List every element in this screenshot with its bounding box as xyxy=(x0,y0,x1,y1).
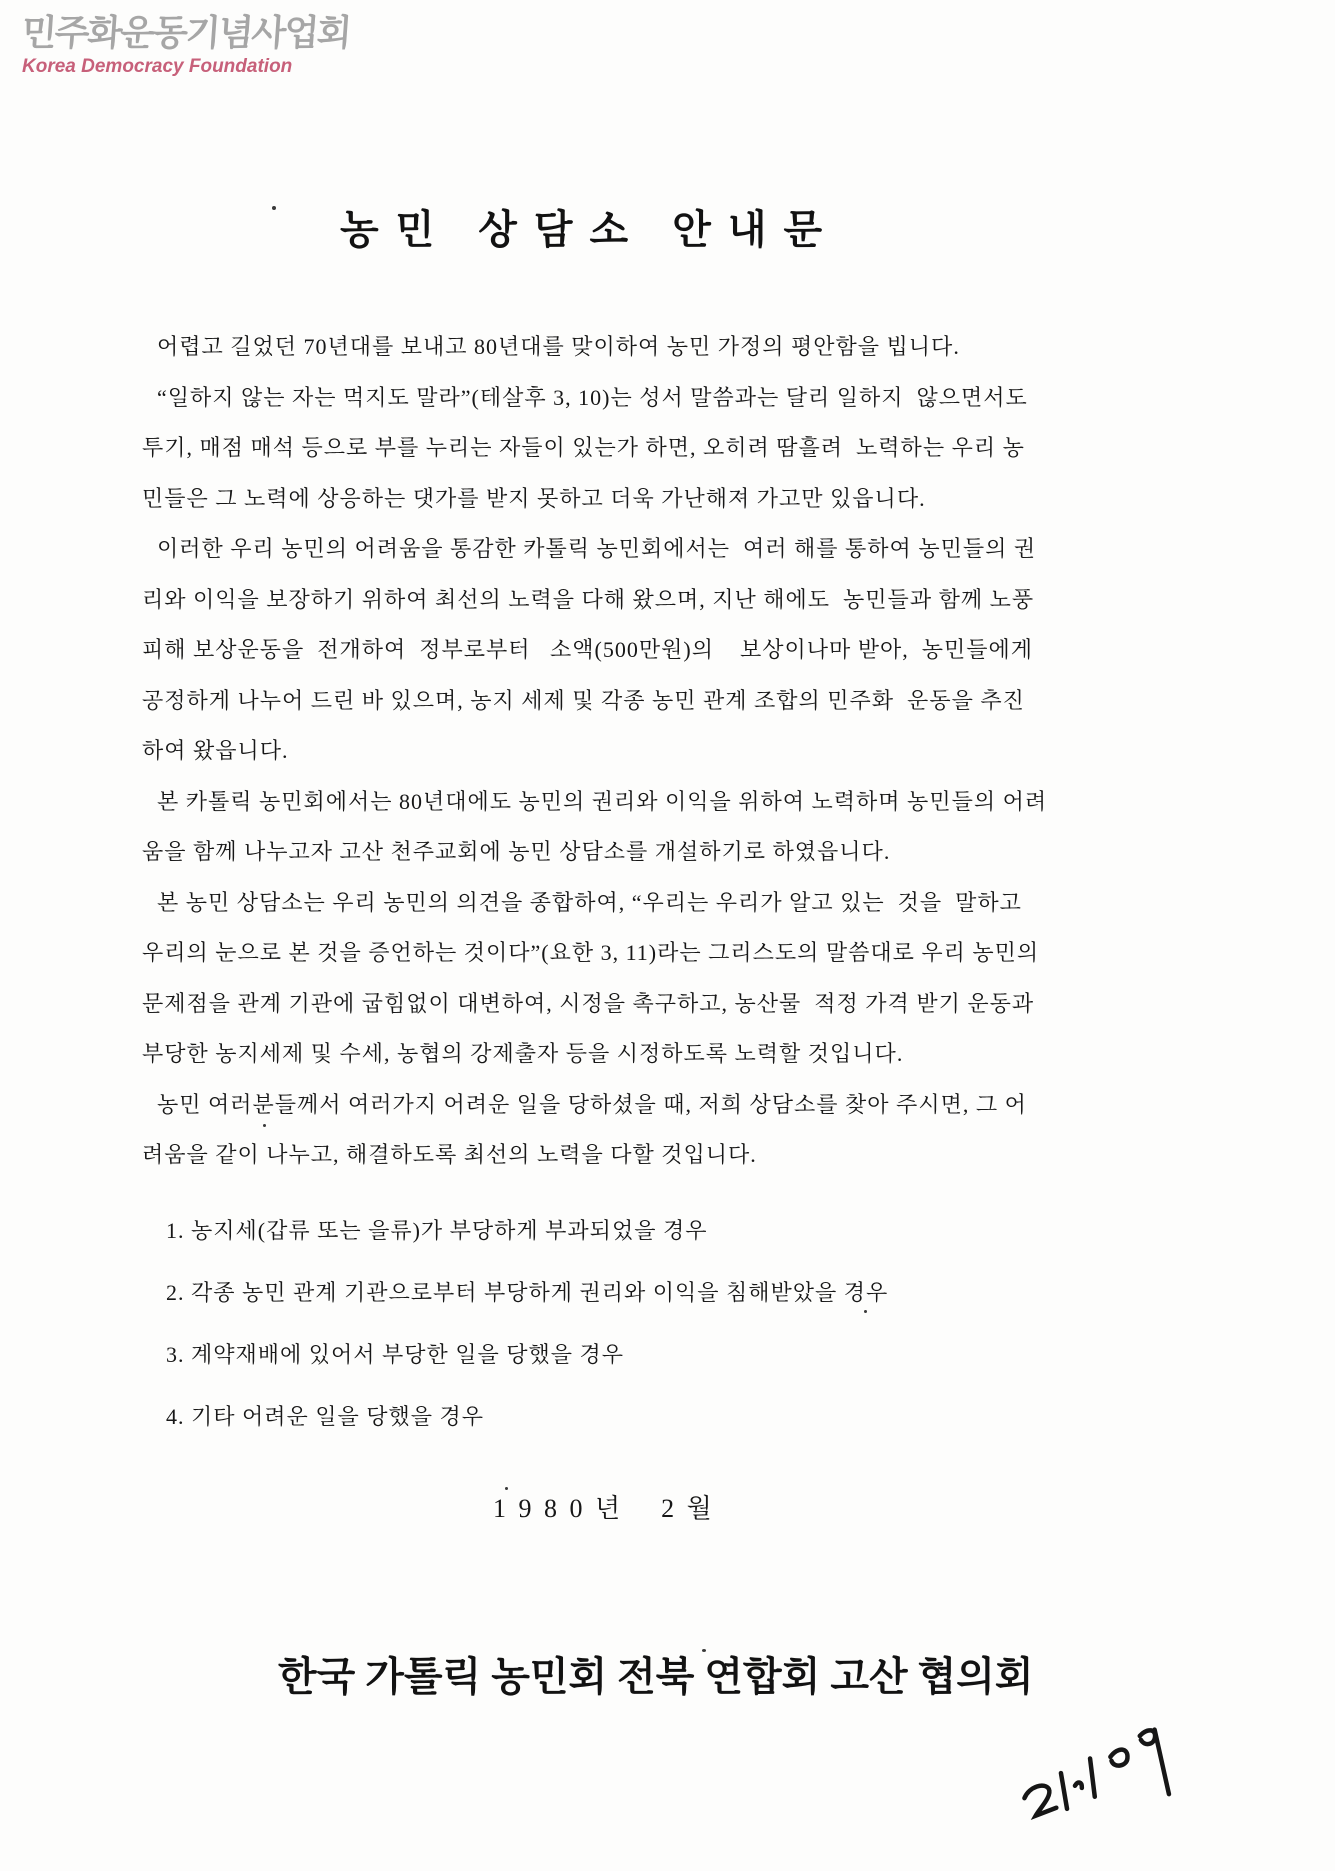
body-line: 우리의 눈으로 본 것을 증언하는 것이다”(요한 3, 11)라는 그리스도의 말씀대로 우리 농민의 xyxy=(142,940,1040,965)
korea-democracy-foundation-logo xyxy=(22,12,350,78)
logo-korean-calligraphy: 민주화운동기념사업회 xyxy=(20,12,352,54)
body-line: 이러한 우리 농민의 어려움을 통감한 카톨릭 농민회에서는 여러 해를 통하여 농민들의 권 xyxy=(157,536,1037,561)
body-line: 농민 여러분들께서 여러가지 어려운 일을 당하셨을 때, 저희 상담소를 찾아 주시면, 그 어 xyxy=(157,1091,1027,1117)
body-line: 본 농민 상담소는 우리 농민의 의견을 종합하여, “우리는 우리가 알고 있는 것을 말하고 xyxy=(157,889,1022,915)
case-item-3: 3. 계약재배에 있어서 부당한 일을 당했을 경우 xyxy=(166,1342,625,1367)
handwritten-archive-number xyxy=(1008,1716,1198,1854)
body-line: 어렵고 길었던 70년대를 보내고 80년대를 맞이하여 농민 가정의 평안함을 빕니다. xyxy=(157,334,960,359)
case-item-4: 4. 기타 어려운 일을 당했을 경우 xyxy=(166,1404,485,1429)
body-line: 문제점을 관계 기관에 굽힘없이 대변하여, 시정을 촉구하고, 농산물 적정 가격 받기 운동과 xyxy=(142,990,1035,1016)
document-body xyxy=(142,322,1232,1181)
document-date: 1 9 8 0 년 2 월 xyxy=(493,1494,715,1523)
case-item-2: 2. 각종 농민 관계 기관으로부터 부당하게 권리와 이익을 침해받았을 경우 xyxy=(166,1280,889,1305)
case-item-1: 1. 농지세(갑류 또는 을류)가 부당하게 부과되었을 경우 xyxy=(166,1218,708,1243)
body-line: 움을 함께 나누고자 고산 천주교회에 농민 상담소를 개설하기로 하였읍니다. xyxy=(142,839,891,864)
scan-speck xyxy=(505,1487,508,1490)
scan-speck xyxy=(702,1649,706,1652)
body-line: 공정하게 나누어 드린 바 있으며, 농지 세제 및 각종 농민 관계 조합의 민주화 운동을 추진 xyxy=(142,687,1025,713)
issuing-organization: 한국 가톨릭 농민회 전북 연합회 고산 협의회 xyxy=(278,1654,1034,1699)
body-line: 본 카톨릭 농민회에서는 80년대에도 농민의 권리와 이익을 위하여 노력하며 농민들의 어려 xyxy=(157,788,1048,814)
body-line: 리와 이익을 보장하기 위하여 최선의 노력을 다해 왔으며, 지난 해에도 농민들과 함께 노풍 xyxy=(142,586,1035,612)
body-line: 민들은 그 노력에 상응하는 댓가를 받지 못하고 더욱 가난해져 가고만 있읍니다. xyxy=(142,485,926,511)
body-line: 하여 왔읍니다. xyxy=(142,738,289,763)
case-list xyxy=(166,1200,1166,1448)
scan-speck xyxy=(864,1310,867,1313)
body-line: 부당한 농지세제 및 수세, 농협의 강제출자 등을 시정하도록 노력할 것입니다. xyxy=(142,1041,904,1066)
scan-speck xyxy=(263,1124,266,1127)
logo-english-text: Korea Democracy Foundation xyxy=(22,56,293,77)
body-line: “일하지 않는 자는 먹지도 말라”(테살후 3, 10)는 성서 말씀과는 달리 일하지 않으면서도 xyxy=(157,384,1028,410)
body-line: 려움을 같이 나누고, 해결하도록 최선의 노력을 다할 것입니다. xyxy=(142,1142,757,1167)
scan-speck xyxy=(272,206,276,210)
body-line: 투기, 매점 매석 등으로 부를 누리는 자들이 있는가 하면, 오히려 땀흘려 노력하는 우리 농 xyxy=(142,435,1025,460)
document-title: 농민 상담소 안내문 xyxy=(340,207,840,252)
body-line: 피해 보상운동을 전개하여 정부로부터 소액(500만원)의 보상이나마 받아, 농민들에게 xyxy=(142,637,1033,662)
